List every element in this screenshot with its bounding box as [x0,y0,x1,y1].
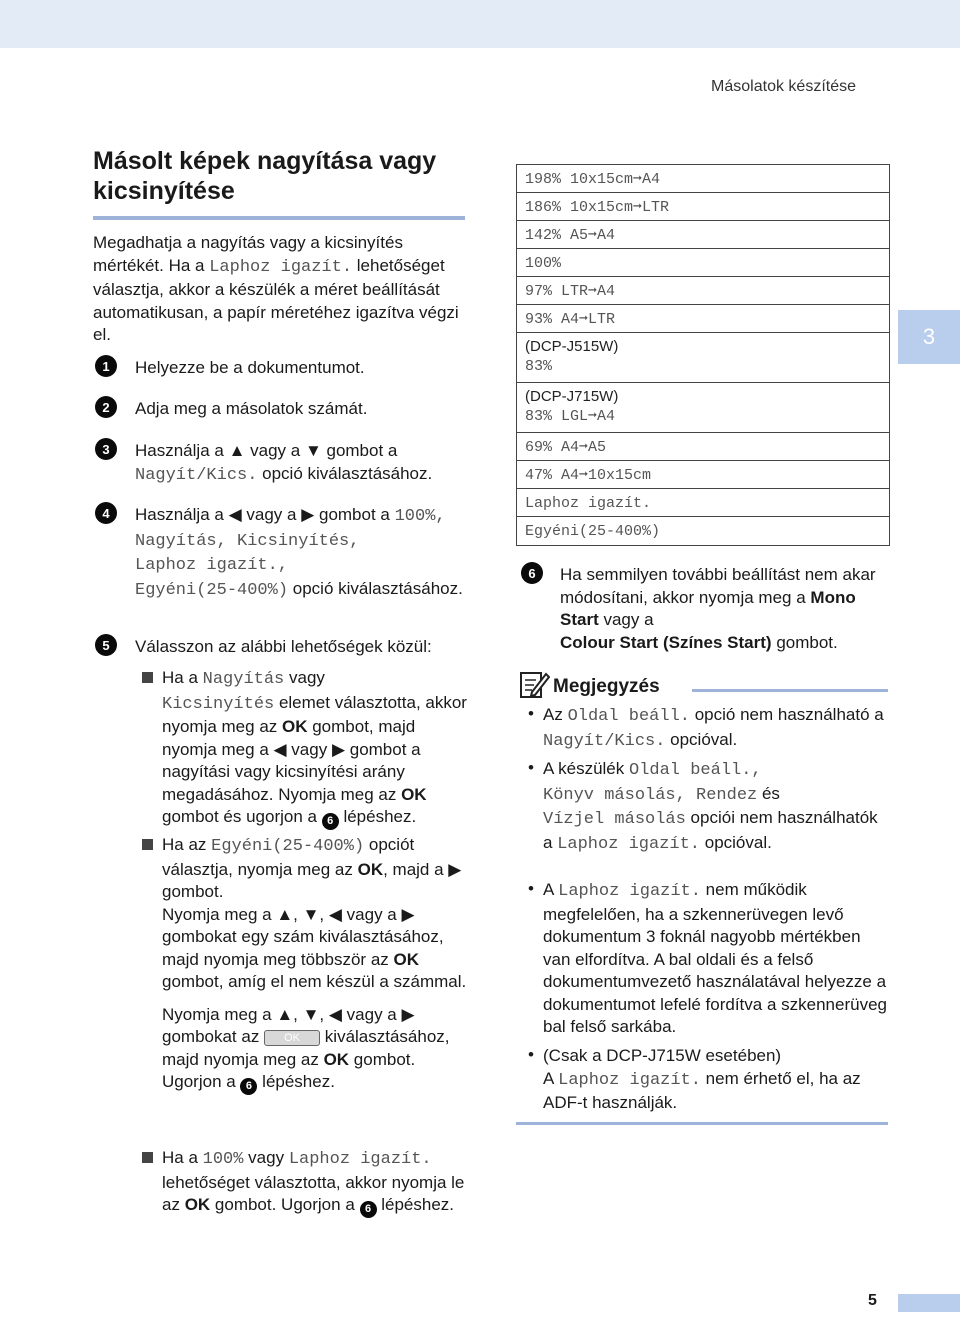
step-1-text: Helyezze be a dokumentumot. [135,358,365,377]
top-band [0,0,960,48]
intro-code: Laphoz igazít. [209,257,353,277]
step-ref-badge: 6 [322,813,339,830]
note-bullet: • [528,758,534,777]
up-arrow-icon: ▲ [228,441,246,460]
step-2-badge: 2 [95,396,117,418]
intro-text: Megadhatja a nagyítás vagy a kicsinyítés mértékét. Ha a [93,233,403,275]
table-row: Egyéni(25-400%) [525,523,661,540]
note-2: A készülék Oldal beáll., Könyv másolás, Rendez és Vízjel másolás opciói nem használhatók a Laphoz igazít. opcióval. [543,759,878,854]
page-number: 5 [868,1292,877,1309]
table-row: (DCP-J715W) 83% LGL➞A4 [517,383,889,433]
right-arrow-icon: ▶ [448,859,462,879]
step-6-text: Ha semmilyen további beállítást nem akar módosítani, akkor nyomja meg a Mono Start vagy a Colour Start (Színes Start) gombot. [560,565,876,652]
left-arrow-icon: ◀ [228,505,242,524]
table-row: 186% 10x15cm➞LTR [517,193,889,221]
left-column [93,146,465,347]
step-ref-badge: 6 [360,1201,377,1218]
step-ref-badge: 6 [240,1078,257,1095]
table-row: (DCP-J515W) 83% [517,333,889,383]
step-3-text: Használja a ▲ vagy a ▼ gombot a Nagyít/Kics. opció kiválasztásához. [135,441,433,485]
step-1-badge: 1 [95,355,117,377]
chapter-tab: 3 [898,310,960,364]
section-title [93,146,465,206]
right-arrow-icon: ▶ [401,904,415,924]
note-3: A Laphoz igazít. nem működik megfelelően, ha a szkennerüvegen levő dokumentum 3 foknál nagyobb mértékben van elfordítva. A bal oldali és a felső dokumentumvezető használatával helyezze a dokumentumot lefelé fordítva a szkennerüveg bal felső sarkába. [543,880,887,1036]
table-row: 142% A5➞A4 [517,221,889,249]
intro-paragraph [93,232,465,347]
note-bullet: • [528,879,534,898]
notes-title-rule [692,689,888,692]
sub-bullet-square [142,1152,153,1163]
note-pencil-icon [518,668,550,700]
note-4: (Csak a DCP-J715W esetében) A Laphoz igazít. nem érhető el, ha az ADF-t használják. [543,1046,861,1112]
zoom-options-table [516,164,890,546]
left-arrow-icon: ◀ [273,739,287,759]
ok-key-icon: OK [264,1030,320,1046]
sub-option-1: Ha a Nagyítás vagy Kicsinyítés elemet választotta, akkor nyomja meg az OK gombot, majd nyomja meg a ◀ vagy ▶ gombot a nagyítási vagy kicsinyítési arány megadásához. Nyomja meg az OK gombot és ugorjon a 6 lépéshez. [162,667,472,830]
sub-option-2: Ha az Egyéni(25-400%) opciót választja, nyomja meg az OK, majd a ▶ gombot. Nyomja meg a ▲, ▼, ◀ vagy a ▶ gombokat egy szám kiválasztásához, majd nyomja meg többször az OK gombot, amíg el nem készül a számmal. Nyomja meg a ▲, ▼, ◀ vagy a ▶ gombokat az OK kiválasztásához, majd nyomja meg az OK gombot. Ugorjon a 6 lépéshez. [162,834,472,1095]
step-3-code: Nagyít/Kics. [135,465,258,485]
table-row: Laphoz igazít. [517,489,889,517]
section-title-line2: kicsinyítése [93,177,235,205]
section-title-line1: Másolt képek nagyítása vagy [93,147,437,175]
step-4-text: Használja a ◀ vagy a ▶ gombot a 100%, Nagyítás, Kicsinyítés, Laphoz igazít., Egyéni(25-400%) opció kiválasztásához. [135,505,463,600]
arrow-keys-icons: ▲, ▼, ◀ [276,1004,342,1024]
notes-bottom-rule [516,1122,888,1125]
table-row: 198% 10x15cm➞A4 [517,165,889,193]
note-bullet: • [528,704,534,723]
chapter-title: Másolatok készítése [711,78,856,95]
table-row: 69% A4➞A5 [517,433,889,461]
page-number-bar [898,1294,960,1312]
step-5-text: Válasszon az alábbi lehetőségek közül: [135,637,432,656]
table-row: 97% LTR➞A4 [517,277,889,305]
notes-title: Megjegyzés [553,676,660,697]
step-4-badge: 4 [95,502,117,524]
note-bullet: • [528,1045,534,1064]
table-row: 93% A4➞LTR [517,305,889,333]
step-2-text: Adja meg a másolatok számát. [135,399,368,418]
table-row: 100% [517,249,889,277]
right-arrow-icon: ▶ [331,739,346,759]
right-arrow-icon: ▶ [301,505,315,524]
step-5-badge: 5 [95,634,117,656]
sub-bullet-square [142,839,153,850]
title-rule [93,216,465,220]
step-3-badge: 3 [95,438,117,460]
down-arrow-icon: ▼ [304,441,322,460]
note-1: Az Oldal beáll. opció nem használható a Nagyít/Kics. opcióval. [543,705,884,751]
sub-option-3: Ha a 100% vagy Laphoz igazít. lehetőséget választotta, akkor nyomja le az OK gombot. Ugorjon a 6 lépéshez. [162,1147,472,1218]
sub-bullet-square [142,672,153,683]
arrow-keys-icons: ▲, ▼, ◀ [276,904,342,924]
step-6-badge: 6 [521,562,543,584]
right-arrow-icon: ▶ [401,1004,415,1024]
table-row: 47% A4➞10x15cm [517,461,889,489]
intro-text-2: lehetőséget választja, akkor a készülék a méret beállítását automatikusan, a papír méretéhez igazítva végzi el. [93,255,459,344]
